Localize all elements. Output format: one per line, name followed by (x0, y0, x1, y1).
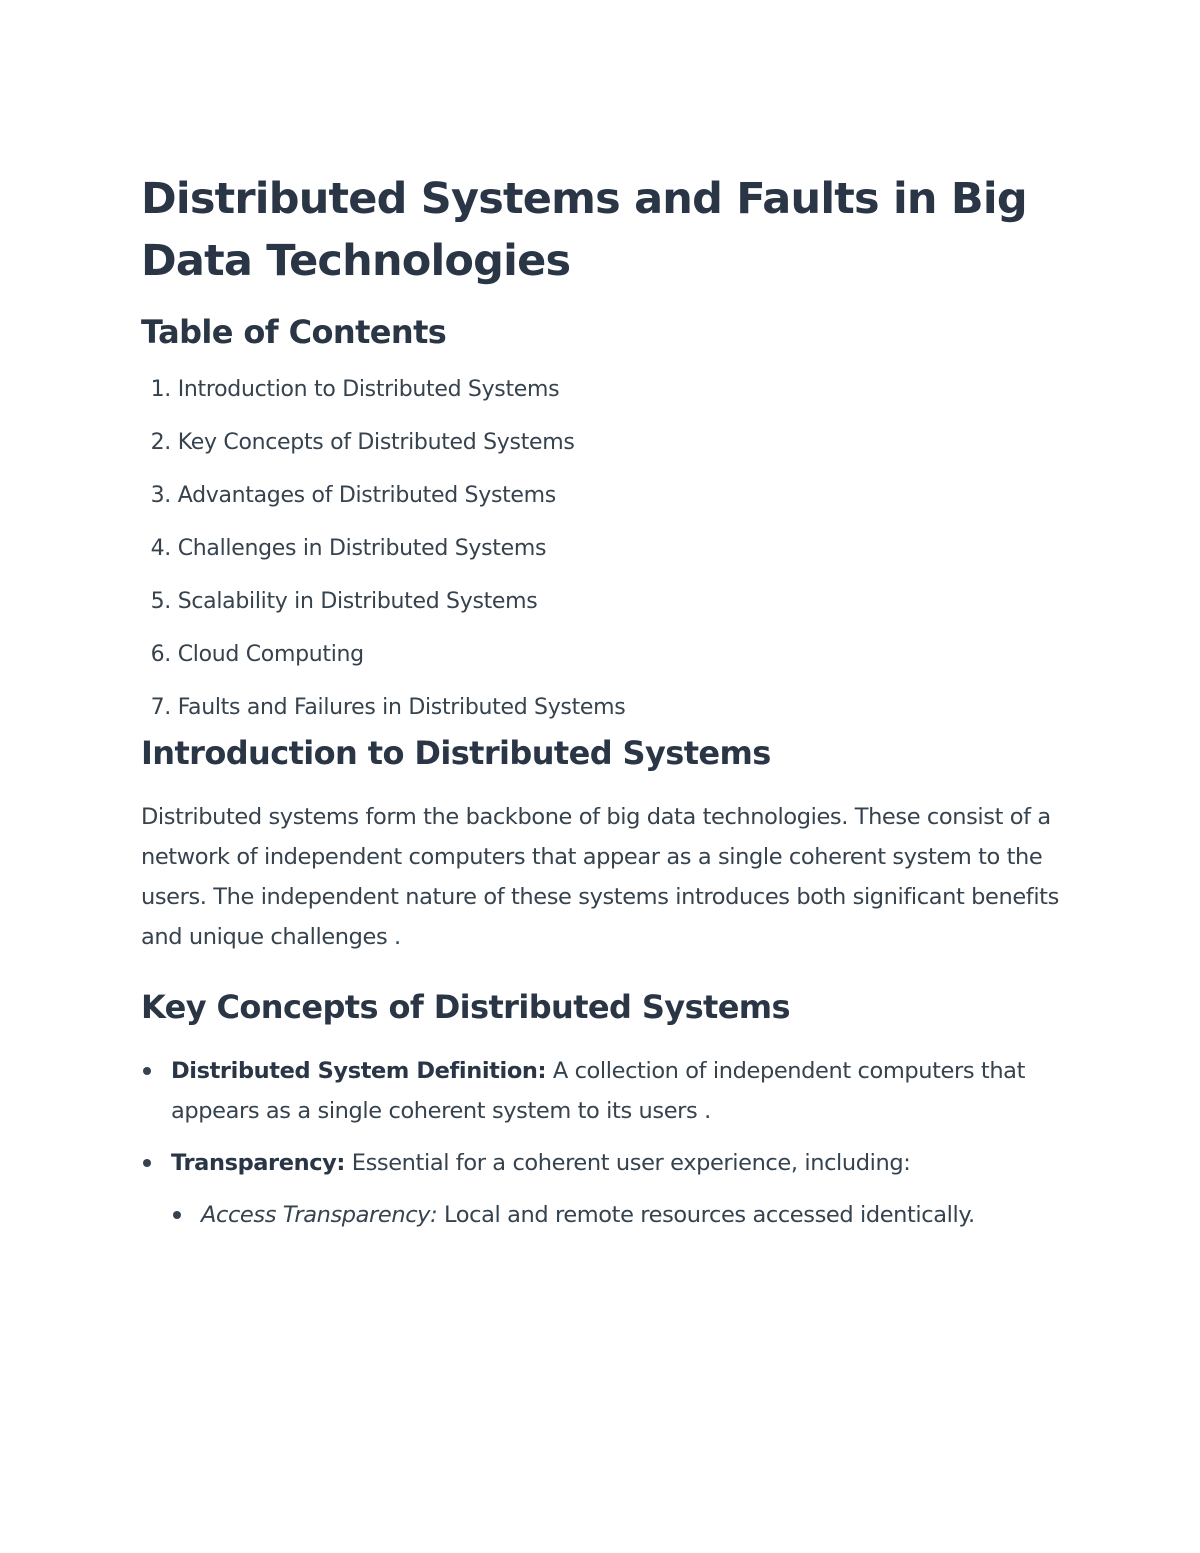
toc-item-introduction[interactable] (141, 374, 1061, 427)
table-of-contents (141, 374, 1061, 745)
section-heading-key-concepts: Key Concepts of Distributed Systems (141, 988, 791, 1026)
toc-item-cloud-computing[interactable] (141, 639, 1061, 692)
toc-number: 5. (150, 589, 171, 614)
list-item-text: A collection of independent computers that appears as a single coherent system to its users . (171, 1058, 1025, 1124)
list-item (141, 1143, 1061, 1235)
transparency-sublist (171, 1195, 1061, 1235)
toc-label: Faults and Failures in Distributed Systems (177, 695, 626, 720)
section-heading-introduction: Introduction to Distributed Systems (141, 734, 771, 772)
toc-label: Key Concepts of Distributed Systems (177, 430, 575, 455)
intro-paragraph: Distributed systems form the backbone of big data technologies. These consist of a network of independent computers that appear as a single coherent system to the users. The independent nature of these systems introduces both significant benefits and unique challenges . (141, 804, 1059, 950)
list-item-text: Essential for a coherent user experience, including: (345, 1150, 911, 1176)
list-item (141, 1051, 1061, 1131)
sub-list-item-text: Local and remote resources accessed identically. (437, 1202, 975, 1228)
key-concepts-list (141, 1051, 1061, 1235)
list-item-term: Transparency: (171, 1150, 346, 1176)
toc-number: 7. (150, 695, 171, 720)
toc-number: 1. (150, 377, 171, 402)
sub-list-item (171, 1195, 1061, 1235)
toc-item-advantages[interactable] (141, 480, 1061, 533)
toc-number: 4. (150, 536, 171, 561)
toc-label: Cloud Computing (177, 642, 364, 667)
toc-label: Introduction to Distributed Systems (177, 377, 560, 402)
toc-label: Challenges in Distributed Systems (177, 536, 547, 561)
toc-number: 6. (150, 642, 171, 667)
document-page (141, 168, 1061, 1247)
toc-item-scalability[interactable] (141, 586, 1061, 639)
document-title: Distributed Systems and Faults in Big Data Technologies (141, 174, 1027, 286)
toc-label: Scalability in Distributed Systems (177, 589, 538, 614)
toc-item-challenges[interactable] (141, 533, 1061, 586)
toc-heading: Table of Contents (141, 313, 447, 351)
sub-list-item-term: Access Transparency: (201, 1202, 438, 1228)
toc-number: 3. (150, 483, 171, 508)
list-item-term: Distributed System Definition: (171, 1058, 547, 1084)
toc-label: Advantages of Distributed Systems (177, 483, 556, 508)
toc-item-key-concepts[interactable] (141, 427, 1061, 480)
toc-number: 2. (150, 430, 171, 455)
